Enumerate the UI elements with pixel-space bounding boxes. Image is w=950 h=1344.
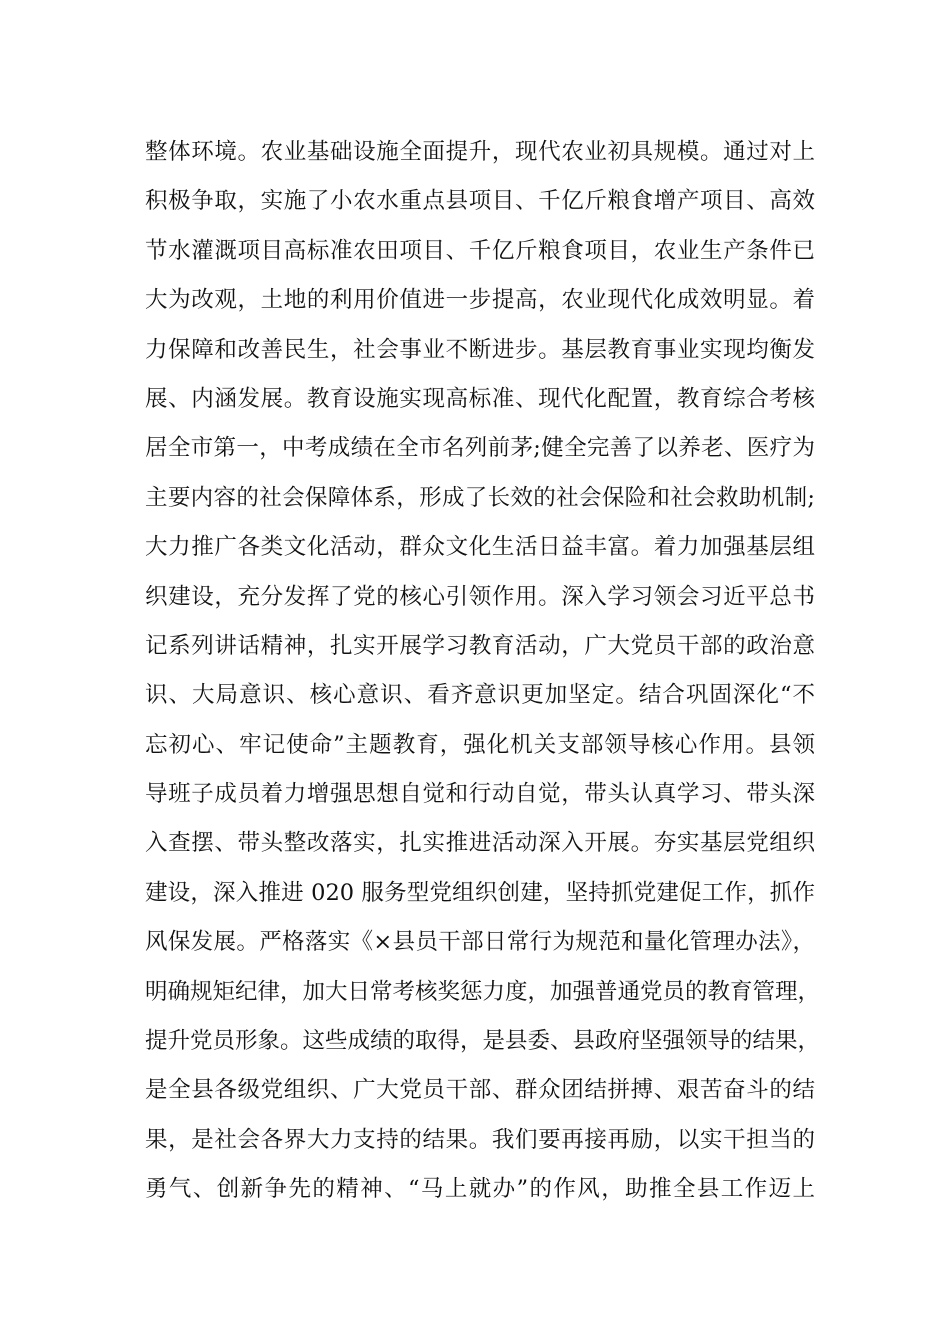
text-line: 建设，深入推进 020 服务型党组织创建，坚持抓党建促工作，抓作 [145,879,815,906]
text-line: 提升党员形象。这些成绩的取得，是县委、县政府坚强领导的结果， [145,1028,821,1055]
text-line: 展、内涵发展。教育设施实现高标准、现代化配置，教育综合考核 [145,385,815,412]
text-line: 主要内容的社会保障体系，形成了长效的社会保险和社会救助机制; [145,484,815,511]
text-line: 节水灌溉项目高标准农田项目、千亿斤粮食项目，农业生产条件已 [145,237,815,264]
text-line: 勇气、创新争先的精神、“马上就办”的作风，助推全县工作迈上 [145,1176,815,1203]
text-line: 导班子成员着力增强思想自觉和行动自觉，带头认真学习、带头深 [145,781,815,808]
text-line: 织建设，充分发挥了党的核心引领作用。深入学习领会习近平总书 [145,583,815,610]
body-paragraph [145,128,821,1215]
text-line: 是全县各级党组织、广大党员干部、群众团结拼搏、艰苦奋斗的结 [145,1077,815,1104]
text-line: 风保发展。严格落实《×县员干部日常行为规范和量化管理办法》， [145,929,815,956]
text-line: 积极争取，实施了小农水重点县项目、千亿斤粮食增产项目、高效 [145,188,815,215]
text-line: 力保障和改善民生，社会事业不断进步。基层教育事业实现均衡发 [145,336,815,363]
text-line: 果，是社会各界大力支持的结果。我们要再接再励，以实干担当的 [145,1126,815,1153]
text-line: 大为改观，土地的利用价值进一步提高，农业现代化成效明显。着 [145,287,815,314]
text-line: 居全市第一，中考成绩在全市名列前茅;健全完善了以养老、医疗为 [145,435,815,462]
text-line: 明确规矩纪律，加大日常考核奖惩力度，加强普通党员的教育管理， [145,978,821,1005]
text-line: 识、大局意识、核心意识、看齐意识更加坚定。结合巩固深化“不 [145,682,815,709]
text-line: 整体环境。农业基础设施全面提升，现代农业初具规模。通过对上 [145,139,815,165]
text-line: 大力推广各类文化活动，群众文化生活日益丰富。着力加强基层组 [145,534,815,561]
text-line: 记系列讲话精神，扎实开展学习教育活动，广大党员干部的政治意 [145,632,815,659]
text-line: 忘初心、牢记使命”主题教育，强化机关支部领导核心作用。县领 [145,731,815,758]
text-line: 入查摆、带头整改落实，扎实推进活动深入开展。夯实基层党组织 [145,830,815,857]
